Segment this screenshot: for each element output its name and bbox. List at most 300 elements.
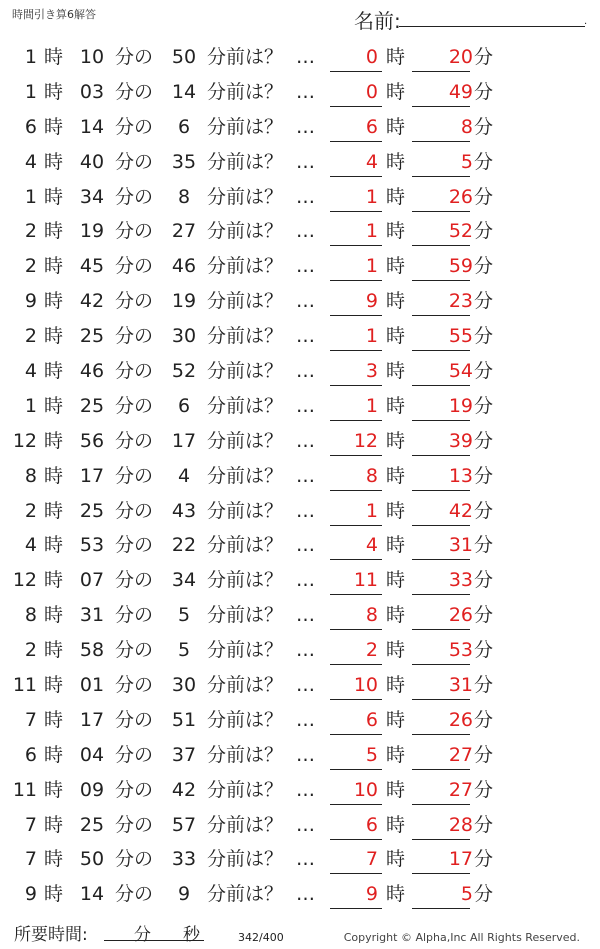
start-hour: 7: [24, 708, 37, 731]
question-label: 分前は？: [207, 150, 284, 173]
ellipsis: …: [296, 220, 315, 243]
answer-hour: 5: [365, 743, 378, 766]
question-label: 分前は？: [207, 534, 284, 557]
minutes-of-label: 分の: [115, 394, 154, 417]
minutes-of-label: 分の: [115, 639, 154, 662]
answer-hour-blank[interactable]: [330, 629, 382, 630]
problem-row: [0, 667, 600, 702]
question-label: 分前は？: [207, 80, 284, 103]
answer-hour-label: 時: [386, 255, 406, 278]
subtract-minutes: 34: [171, 569, 197, 592]
answer-hour: 9: [365, 883, 378, 906]
second-unit-label: 秒: [183, 925, 200, 945]
start-minute: 14: [79, 883, 105, 906]
minutes-of-label: 分の: [115, 80, 154, 103]
ellipsis: …: [296, 674, 315, 697]
start-minute: 17: [79, 464, 105, 487]
subtract-minutes: 52: [171, 360, 197, 383]
start-minute: 25: [79, 499, 105, 522]
start-minute: 34: [79, 185, 105, 208]
problem-row: [0, 144, 600, 179]
answer-hour-blank[interactable]: [330, 525, 382, 526]
problem-row: [0, 841, 600, 876]
hour-label: 時: [44, 115, 64, 138]
answer-hour-blank[interactable]: [330, 490, 382, 491]
answer-hour: 1: [365, 499, 378, 522]
minutes-of-label: 分の: [115, 360, 154, 383]
answer-minute: 53: [448, 639, 473, 662]
question-label: 分前は？: [207, 674, 284, 697]
start-minute: 19: [79, 220, 105, 243]
start-minute: 40: [79, 150, 105, 173]
subtract-minutes: 9: [177, 883, 191, 906]
answer-minute-label: 分: [474, 534, 494, 557]
answer-hour-blank[interactable]: [330, 141, 382, 142]
answer-minute: 28: [448, 813, 473, 836]
answer-hour-blank[interactable]: [330, 699, 382, 700]
answer-minute-blank[interactable]: [412, 839, 470, 840]
problem-row: [0, 353, 600, 388]
start-hour: 6: [24, 743, 37, 766]
answer-minute-label: 分: [474, 255, 494, 278]
answer-minute-blank[interactable]: [412, 350, 470, 351]
ellipsis: …: [296, 115, 315, 138]
answer-hour-label: 時: [386, 883, 406, 906]
hour-label: 時: [44, 464, 64, 487]
answer-hour-blank[interactable]: [330, 594, 382, 595]
problem-row: [0, 74, 600, 109]
ellipsis: …: [296, 534, 315, 557]
answer-minute-label: 分: [474, 325, 494, 348]
subtract-minutes: 33: [171, 848, 197, 871]
start-minute: 03: [79, 80, 105, 103]
answer-minute-blank[interactable]: [412, 908, 470, 909]
start-hour: 12: [12, 569, 37, 592]
start-hour: 7: [24, 813, 37, 836]
answer-minute-label: 分: [474, 674, 494, 697]
hour-label: 時: [44, 499, 64, 522]
subtract-minutes: 27: [171, 220, 197, 243]
answer-hour-label: 時: [386, 185, 406, 208]
hour-label: 時: [44, 150, 64, 173]
answer-minute-label: 分: [474, 115, 494, 138]
ellipsis: …: [296, 464, 315, 487]
answer-minute-blank[interactable]: [412, 734, 470, 735]
question-label: 分前は？: [207, 639, 284, 662]
start-hour: 1: [24, 185, 37, 208]
answer-minute-blank[interactable]: [412, 629, 470, 630]
problem-row: [0, 493, 600, 528]
start-minute: 31: [79, 604, 105, 627]
hour-label: 時: [44, 743, 64, 766]
start-minute: 56: [79, 429, 105, 452]
minutes-of-label: 分の: [115, 499, 154, 522]
answer-minute: 49: [448, 80, 473, 103]
problem-row: [0, 527, 600, 562]
ellipsis: …: [296, 185, 315, 208]
answer-hour: 8: [365, 464, 378, 487]
answer-hour-label: 時: [386, 429, 406, 452]
answer-minute-blank[interactable]: [412, 280, 470, 281]
answer-hour-label: 時: [386, 708, 406, 731]
name-field-line[interactable]: [399, 26, 585, 27]
answer-hour-label: 時: [386, 80, 406, 103]
answer-minute-label: 分: [474, 220, 494, 243]
answer-hour-label: 時: [386, 639, 406, 662]
subtract-minutes: 30: [171, 674, 197, 697]
question-label: 分前は？: [207, 708, 284, 731]
answer-hour-blank[interactable]: [330, 839, 382, 840]
answer-hour: 10: [353, 778, 378, 801]
hour-label: 時: [44, 360, 64, 383]
answer-minute: 19: [448, 394, 473, 417]
problem-row: [0, 632, 600, 667]
problem-row: [0, 109, 600, 144]
answer-hour-label: 時: [386, 534, 406, 557]
answer-minute: 27: [448, 743, 473, 766]
answer-minute: 13: [448, 464, 473, 487]
answer-minute-blank[interactable]: [412, 559, 470, 560]
question-label: 分前は？: [207, 290, 284, 313]
answer-hour: 0: [365, 46, 378, 68]
minutes-of-label: 分の: [115, 778, 154, 801]
answer-minute-label: 分: [474, 464, 494, 487]
minutes-of-label: 分の: [115, 534, 154, 557]
hour-label: 時: [44, 46, 64, 68]
start-minute: 07: [79, 569, 105, 592]
question-label: 分前は？: [207, 464, 284, 487]
answer-hour-label: 時: [386, 115, 406, 138]
answer-minute-blank[interactable]: [412, 315, 470, 316]
answer-minute-label: 分: [474, 708, 494, 731]
name-line-dot: .: [584, 16, 588, 27]
answer-minute-label: 分: [474, 360, 494, 383]
answer-hour: 0: [365, 80, 378, 103]
answer-hour-blank[interactable]: [330, 804, 382, 805]
hour-label: 時: [44, 604, 64, 627]
question-label: 分前は？: [207, 883, 284, 906]
minutes-of-label: 分の: [115, 569, 154, 592]
answer-minute: 31: [448, 674, 473, 697]
answer-minute-blank[interactable]: [412, 141, 470, 142]
ellipsis: …: [296, 883, 315, 906]
start-hour: 4: [24, 360, 37, 383]
answer-hour-blank[interactable]: [330, 350, 382, 351]
start-hour: 4: [24, 534, 37, 557]
question-label: 分前は？: [207, 813, 284, 836]
subtract-minutes: 14: [171, 80, 197, 103]
answer-minute-blank[interactable]: [412, 699, 470, 700]
subtract-minutes: 4: [177, 464, 191, 487]
question-label: 分前は？: [207, 255, 284, 278]
answer-hour-blank[interactable]: [330, 211, 382, 212]
start-hour: 8: [24, 464, 37, 487]
answer-minute-label: 分: [474, 290, 494, 313]
answer-minute-blank[interactable]: [412, 804, 470, 805]
answer-hour-blank[interactable]: [330, 176, 382, 177]
answer-hour-blank[interactable]: [330, 559, 382, 560]
answer-hour-blank[interactable]: [330, 315, 382, 316]
answer-hour: 1: [365, 185, 378, 208]
answer-hour-blank[interactable]: [330, 245, 382, 246]
answer-hour-label: 時: [386, 848, 406, 871]
subtract-minutes: 17: [171, 429, 197, 452]
answer-minute-blank[interactable]: [412, 873, 470, 874]
minutes-of-label: 分の: [115, 743, 154, 766]
start-minute: 14: [79, 115, 105, 138]
start-hour: 4: [24, 150, 37, 173]
answer-hour-label: 時: [386, 46, 406, 68]
answer-hour-label: 時: [386, 360, 406, 383]
start-minute: 50: [79, 848, 105, 871]
answer-minute-blank[interactable]: [412, 420, 470, 421]
answer-minute-blank[interactable]: [412, 455, 470, 456]
start-minute: 46: [79, 360, 105, 383]
minutes-of-label: 分の: [115, 46, 154, 68]
problem-row: [0, 283, 600, 318]
required-time-label: 所要時間:: [14, 925, 88, 945]
ellipsis: …: [296, 604, 315, 627]
question-label: 分前は？: [207, 604, 284, 627]
answer-minute: 26: [448, 708, 473, 731]
answer-minute-label: 分: [474, 883, 494, 906]
hour-label: 時: [44, 185, 64, 208]
answer-minute-blank[interactable]: [412, 211, 470, 212]
answer-minute: 20: [448, 46, 473, 68]
answer-hour-blank[interactable]: [330, 455, 382, 456]
ellipsis: …: [296, 255, 315, 278]
answer-hour-blank[interactable]: [330, 420, 382, 421]
answer-hour-blank[interactable]: [330, 385, 382, 386]
answer-hour-blank[interactable]: [330, 71, 382, 72]
subtract-minutes: 42: [171, 778, 197, 801]
worksheet-title: 時間引き算6解答: [12, 8, 96, 21]
answer-hour-blank[interactable]: [330, 280, 382, 281]
answer-minute: 59: [448, 255, 473, 278]
ellipsis: …: [296, 569, 315, 592]
problem-row: [0, 807, 600, 842]
answer-hour-blank[interactable]: [330, 873, 382, 874]
minutes-of-label: 分の: [115, 325, 154, 348]
answer-hour-blank[interactable]: [330, 769, 382, 770]
question-label: 分前は？: [207, 848, 284, 871]
minutes-of-label: 分の: [115, 220, 154, 243]
hour-label: 時: [44, 813, 64, 836]
answer-minute-blank[interactable]: [412, 106, 470, 107]
question-label: 分前は？: [207, 429, 284, 452]
start-hour: 12: [12, 429, 37, 452]
subtract-minutes: 30: [171, 325, 197, 348]
start-minute: 25: [79, 813, 105, 836]
minutes-of-label: 分の: [115, 883, 154, 906]
answer-minute-label: 分: [474, 813, 494, 836]
subtract-minutes: 43: [171, 499, 197, 522]
subtract-minutes: 35: [171, 150, 197, 173]
answer-hour-label: 時: [386, 464, 406, 487]
start-hour: 9: [24, 883, 37, 906]
problem-list: [0, 39, 600, 911]
start-hour: 2: [24, 639, 37, 662]
answer-hour-blank[interactable]: [330, 106, 382, 107]
start-hour: 2: [24, 255, 37, 278]
question-label: 分前は？: [207, 569, 284, 592]
answer-hour-label: 時: [386, 604, 406, 627]
problem-row: [0, 876, 600, 911]
answer-minute: 33: [448, 569, 473, 592]
problem-row: [0, 702, 600, 737]
start-hour: 6: [24, 115, 37, 138]
ellipsis: …: [296, 80, 315, 103]
problem-row: [0, 737, 600, 772]
answer-hour-label: 時: [386, 290, 406, 313]
answer-minute: 5: [460, 150, 473, 173]
hour-label: 時: [44, 569, 64, 592]
answer-minute-blank[interactable]: [412, 385, 470, 386]
hour-label: 時: [44, 848, 64, 871]
ellipsis: …: [296, 290, 315, 313]
start-hour: 1: [24, 80, 37, 103]
ellipsis: …: [296, 708, 315, 731]
start-minute: 53: [79, 534, 105, 557]
answer-minute-label: 分: [474, 639, 494, 662]
name-label: 名前:: [354, 9, 401, 33]
problem-row: [0, 562, 600, 597]
answer-hour-blank[interactable]: [330, 734, 382, 735]
answer-minute-label: 分: [474, 185, 494, 208]
answer-minute-blank[interactable]: [412, 525, 470, 526]
start-minute: 25: [79, 394, 105, 417]
answer-minute: 55: [448, 325, 473, 348]
answer-minute-label: 分: [474, 429, 494, 452]
hour-label: 時: [44, 778, 64, 801]
answer-hour: 6: [365, 115, 378, 138]
ellipsis: …: [296, 778, 315, 801]
answer-hour: 4: [365, 150, 378, 173]
copyright-text: Copyright © Alpha,Inc All Rights Reserved.: [343, 931, 580, 944]
answer-minute-label: 分: [474, 743, 494, 766]
hour-label: 時: [44, 220, 64, 243]
question-label: 分前は？: [207, 185, 284, 208]
start-hour: 9: [24, 290, 37, 313]
problem-row: [0, 179, 600, 214]
problem-row: [0, 423, 600, 458]
question-label: 分前は？: [207, 115, 284, 138]
answer-hour-label: 時: [386, 325, 406, 348]
answer-minute-label: 分: [474, 499, 494, 522]
start-minute: 42: [79, 290, 105, 313]
answer-hour: 4: [365, 534, 378, 557]
ellipsis: …: [296, 848, 315, 871]
page-number: 342/400: [238, 931, 284, 944]
answer-minute: 39: [448, 429, 473, 452]
minutes-of-label: 分の: [115, 290, 154, 313]
minutes-of-label: 分の: [115, 115, 154, 138]
subtract-minutes: 51: [171, 708, 197, 731]
subtract-minutes: 22: [171, 534, 197, 557]
question-label: 分前は？: [207, 778, 284, 801]
hour-label: 時: [44, 429, 64, 452]
answer-minute: 23: [448, 290, 473, 313]
answer-hour: 1: [365, 394, 378, 417]
answer-minute: 26: [448, 604, 473, 627]
subtract-minutes: 8: [177, 185, 191, 208]
subtract-minutes: 5: [177, 639, 191, 662]
problem-row: [0, 388, 600, 423]
hour-label: 時: [44, 80, 64, 103]
answer-minute-blank[interactable]: [412, 594, 470, 595]
ellipsis: …: [296, 499, 315, 522]
question-label: 分前は？: [207, 220, 284, 243]
problem-row: [0, 213, 600, 248]
answer-hour: 6: [365, 708, 378, 731]
answer-minute-blank[interactable]: [412, 490, 470, 491]
minutes-of-label: 分の: [115, 813, 154, 836]
start-minute: 58: [79, 639, 105, 662]
answer-hour-label: 時: [386, 569, 406, 592]
subtract-minutes: 50: [171, 46, 197, 68]
start-minute: 17: [79, 708, 105, 731]
answer-hour-blank[interactable]: [330, 664, 382, 665]
answer-hour-label: 時: [386, 778, 406, 801]
ellipsis: …: [296, 743, 315, 766]
question-label: 分前は？: [207, 394, 284, 417]
answer-minute-blank[interactable]: [412, 71, 470, 72]
ellipsis: …: [296, 46, 315, 68]
answer-minute: 54: [448, 360, 473, 383]
hour-label: 時: [44, 639, 64, 662]
question-label: 分前は？: [207, 46, 284, 68]
start-hour: 1: [24, 46, 37, 68]
answer-minute: 17: [448, 848, 473, 871]
answer-hour: 1: [365, 220, 378, 243]
answer-hour-blank[interactable]: [330, 908, 382, 909]
problem-row: [0, 39, 600, 74]
minute-unit-label: 分: [134, 925, 151, 945]
problem-row: [0, 318, 600, 353]
start-minute: 45: [79, 255, 105, 278]
question-label: 分前は？: [207, 360, 284, 383]
question-label: 分前は？: [207, 499, 284, 522]
minutes-of-label: 分の: [115, 255, 154, 278]
start-minute: 25: [79, 325, 105, 348]
answer-minute: 42: [448, 499, 473, 522]
answer-hour: 7: [365, 848, 378, 871]
subtract-minutes: 6: [177, 394, 191, 417]
ellipsis: …: [296, 394, 315, 417]
start-hour: 2: [24, 325, 37, 348]
answer-hour-label: 時: [386, 674, 406, 697]
ellipsis: …: [296, 813, 315, 836]
answer-minute-blank[interactable]: [412, 664, 470, 665]
answer-minute-label: 分: [474, 848, 494, 871]
answer-hour-label: 時: [386, 813, 406, 836]
answer-minute-blank[interactable]: [412, 176, 470, 177]
answer-minute-label: 分: [474, 46, 494, 68]
hour-label: 時: [44, 534, 64, 557]
minutes-of-label: 分の: [115, 150, 154, 173]
answer-hour: 9: [365, 290, 378, 313]
answer-hour: 11: [353, 569, 378, 592]
answer-minute: 52: [448, 220, 473, 243]
minutes-of-label: 分の: [115, 848, 154, 871]
minutes-of-label: 分の: [115, 429, 154, 452]
answer-minute-blank[interactable]: [412, 769, 470, 770]
ellipsis: …: [296, 325, 315, 348]
start-hour: 11: [12, 778, 37, 801]
problem-row: [0, 772, 600, 807]
answer-minute-blank[interactable]: [412, 245, 470, 246]
minutes-of-label: 分の: [115, 674, 154, 697]
